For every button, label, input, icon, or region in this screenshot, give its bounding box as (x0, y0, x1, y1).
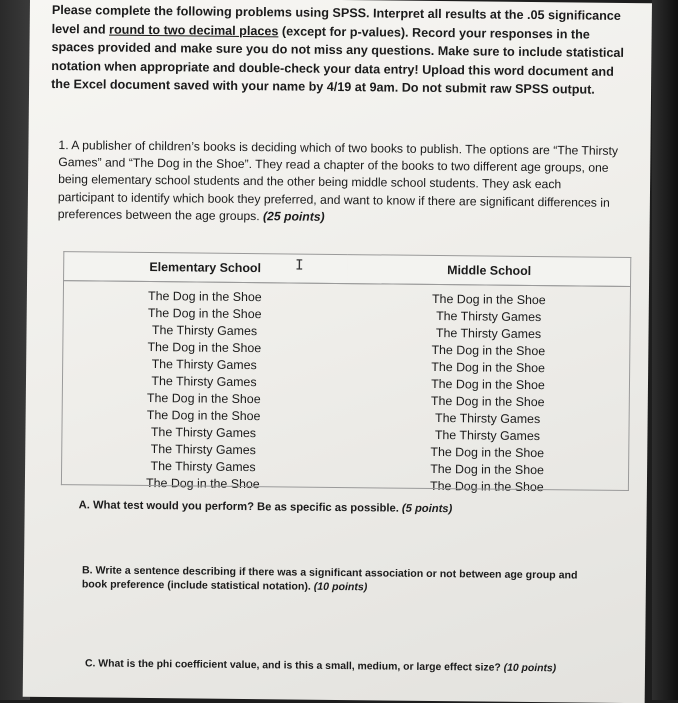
elementary-cell: The Dog in the Shoe (146, 390, 261, 407)
middle-cell: The Thirsty Games (436, 309, 542, 325)
question-a-points: (5 points) (401, 502, 453, 516)
header-middle: Middle School (347, 255, 631, 287)
elementary-cell: The Thirsty Games (150, 442, 256, 458)
elementary-cell: The Thirsty Games (151, 357, 257, 373)
instructions-part2: (except for p-values). Record your responses in the spaces provided and make sure you do not miss any questions. Make sure to include statistical notation when appropriate and double-check your data entry! Upload this word document and the Excel document saved with your name by 4/19 at 9am. Do not submit raw SPSS output. (51, 23, 625, 97)
question-b (82, 563, 602, 596)
middle-cell: The Dog in the Shoe (430, 393, 545, 410)
question-c (85, 658, 556, 674)
question-c-text: C. What is the phi coefficient value, and is this a small, medium, or large effect size? (84, 658, 501, 674)
question-b-points: (10 points) (313, 580, 368, 594)
middle-cell: The Dog in the Shoe (431, 291, 546, 308)
elementary-cell: The Thirsty Games (150, 425, 257, 441)
table-body (61, 281, 631, 497)
elementary-cell: The Dog in the Shoe (147, 288, 262, 305)
right-frame (652, 0, 678, 700)
text-cursor-icon: I (295, 257, 304, 274)
instructions-paragraph (51, 1, 632, 100)
question-1-points: (25 points) (262, 209, 325, 224)
middle-cell: The Dog in the Shoe (431, 342, 546, 359)
elementary-cell: The Dog in the Shoe (147, 305, 262, 322)
question-c-points: (10 points) (503, 662, 557, 675)
preference-table (61, 251, 631, 497)
question-a (79, 499, 453, 515)
middle-cell: The Dog in the Shoe (430, 444, 545, 461)
question-1 (58, 137, 619, 229)
header-elementary: Elementary School (63, 252, 347, 284)
document-page (23, 0, 652, 703)
elementary-cell: The Thirsty Games (150, 459, 256, 475)
middle-cell: The Dog in the Shoe (429, 478, 544, 495)
middle-cell: The Dog in the Shoe (430, 461, 544, 478)
instructions-underlined: round to two decimal places (109, 22, 279, 38)
middle-cell: The Dog in the Shoe (431, 376, 545, 393)
elementary-cell: The Thirsty Games (151, 323, 258, 339)
middle-cell: The Thirsty Games (435, 326, 542, 342)
elementary-cell: The Dog in the Shoe (146, 475, 260, 492)
middle-cell: The Thirsty Games (434, 428, 541, 444)
middle-cell: The Dog in the Shoe (431, 359, 546, 376)
question-a-text: A. What test would you perform? Be as specific as possible. (78, 499, 399, 515)
question-1-text: 1. A publisher of children’s books is deciding which of two books to publish. The options are “The Thirsty Games” and “The Dog in the Shoe”. They read a chapter of the books to two different age groups, one being elementary school students and the other being middle school students. They ask each participant to identify which book they preferred, and want to know if there are significant differences in preferences between the age groups. (57, 138, 619, 223)
instructions-part1: Please complete the following problems using SPSS. Interpret all results at the .05 significance level and (51, 2, 621, 37)
question-b-text: B. Write a sentence describing if there was a significant association or not between age group and book preference (include statistical notation). (81, 564, 578, 593)
elementary-cell: The Dog in the Shoe (147, 339, 262, 356)
elementary-cell: The Thirsty Games (151, 374, 257, 390)
elementary-cell: The Dog in the Shoe (146, 407, 261, 424)
middle-cell: The Thirsty Games (434, 411, 541, 427)
